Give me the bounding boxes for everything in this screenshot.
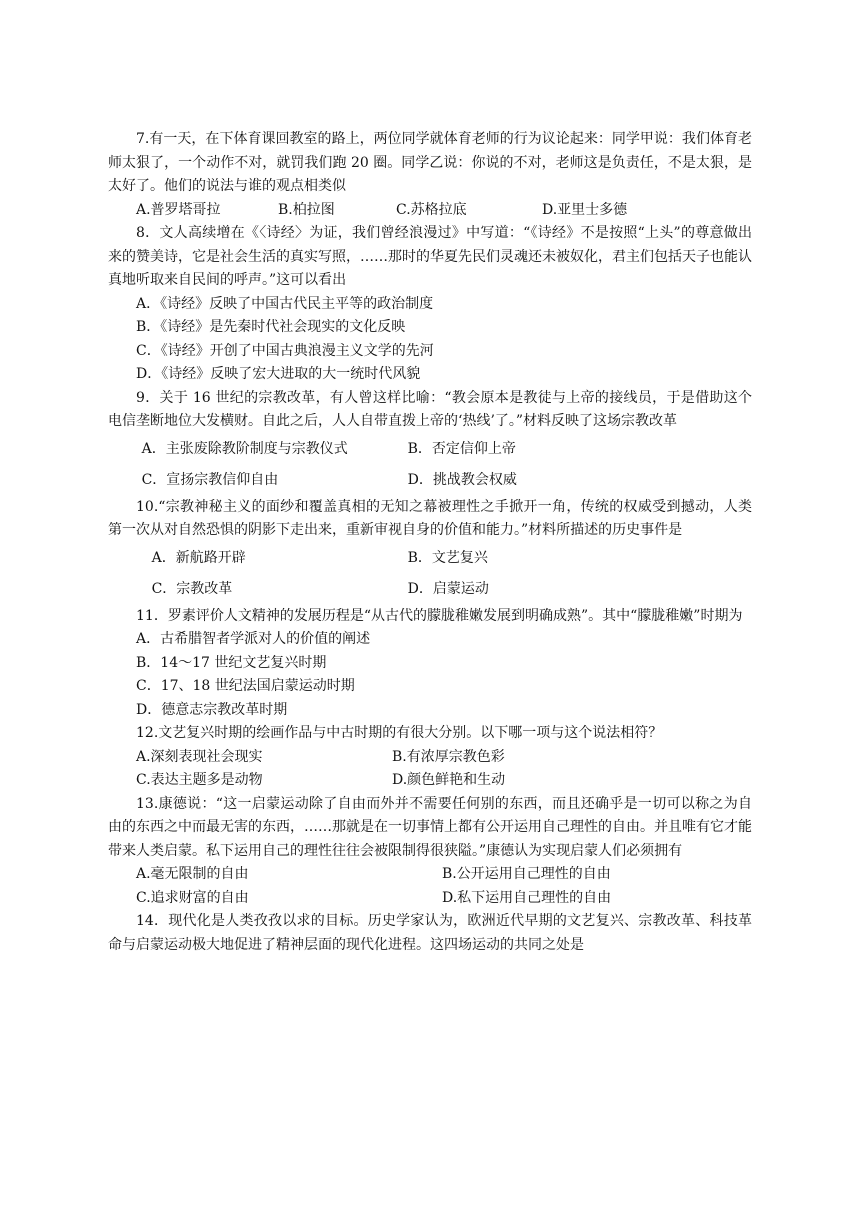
option-block	[108, 863, 752, 910]
option-c: C．宣扬宗教信仰自由	[141, 471, 279, 488]
option-block	[108, 746, 752, 793]
option-a: A．主张废除教阶制度与宗教仪式	[141, 440, 348, 457]
option-d: D.私下运用自己理性的自由	[442, 889, 612, 906]
option-b: B.柏拉图	[278, 201, 335, 218]
option-a: A.深刻表现社会现实	[136, 748, 263, 765]
option-c: C.苏格拉底	[396, 201, 467, 218]
question-stem: 13.康德说：“这一启蒙运动除了自由而外并不需要任何别的东西，而且还确乎是一切可以称之为自由的东西之中而最无害的东西，……那就是在一切事情上都有公开运用自己理性的自由。并且唯有它才能带来人类启蒙。私下运用自己的理性往往会被限制得很狭隘。”康德认为实现启蒙人们必须拥有	[108, 795, 752, 859]
option-d: D．《诗经》反映了宏大进取的大一统时代风貌	[136, 366, 421, 382]
option-a: A．《诗经》反映了中国古代民主平等的政治制度	[136, 295, 434, 312]
option-d: D．启蒙运动	[407, 580, 489, 597]
option-b: B．《诗经》是先秦时代社会现实的文化反映	[136, 319, 406, 335]
option-c: C.追求财富的自由	[136, 889, 249, 906]
question-stem: 9．关于 16 世纪的宗教改革，有人曾这样比喻：“教会原本是教徒与上帝的接线员，于是借助这个电信垄断地位大发横财。自此之后，人人自带直拨上帝的‘热线’了。”材料反映了这场宗教改革	[108, 389, 752, 429]
option-c: C．《诗经》开创了中国古典浪漫主义文学的先河	[136, 342, 434, 359]
option-row	[108, 199, 752, 223]
question-13	[108, 793, 752, 911]
option-b: B．文艺复兴	[407, 549, 488, 566]
question-list	[108, 128, 752, 957]
option-a: A.毫无限制的自由	[136, 866, 249, 882]
option-d: D.亚里士多德	[542, 201, 628, 218]
option-b: B．否定信仰上帝	[407, 440, 516, 457]
option-c: C．宗教改革	[151, 580, 233, 597]
option-c: C．17、18 世纪法国启蒙运动时期	[136, 678, 355, 694]
option-a: A．新航路开辟	[151, 549, 246, 566]
question-stem: 7.有一天，在下体育课回教室的路上，两位同学就体育老师的行为议论起来：同学甲说：我们体育老师太狠了，一个动作不对，就罚我们跑 20 圈。同学乙说：你说的不对，老师这是负责任，不是太狠，是太好了。他们的说法与谁的观点相类似	[108, 131, 752, 194]
question-stem: 12.文艺复兴时期的绘画作品与中古时期的有很大分别。以下哪一项与这个说法相符？	[136, 725, 663, 741]
question-9	[108, 387, 752, 496]
question-stem: 8．文人高续增在《〈诗经〉为证，我们曾经浪漫过》中写道：“《诗经》不是按照“上头”的尊意做出来的赞美诗，它是社会生活的真实写照，……那时的华夏先民们灵魂还未被奴化，君主们包括天子也能认真地听取来自民间的呼声。”这可以看出	[108, 225, 752, 288]
question-stem: 10.“宗教神秘主义的面纱和覆盖真相的无知之幕被理性之手掀开一角，传统的权威受到撼动，人类第一次从对自然恐惧的阴影下走出来，重新审视自身的价值和能力。”材料所描述的历史事件是	[108, 498, 752, 538]
option-d: D.颜色鲜艳和生动	[392, 772, 506, 788]
option-d: D．挑战教会权威	[407, 471, 517, 488]
option-a: A.普罗塔哥拉	[136, 201, 221, 218]
question-11	[108, 605, 752, 723]
question-12	[108, 722, 752, 793]
option-b: B.公开运用自己理性的自由	[442, 866, 611, 882]
option-a: A．古希腊智者学派对人的价值的阐述	[136, 631, 371, 647]
question-14	[108, 910, 752, 957]
option-b: B.有浓厚宗教色彩	[392, 748, 505, 765]
question-10	[108, 496, 752, 605]
question-8	[108, 222, 752, 387]
question-stem: 14．现代化是人类孜孜以求的目标。历史学家认为，欧洲近代早期的文艺复兴、宗教改革、科技革命与启蒙运动极大地促进了精神层面的现代化进程。这四场运动的共同之处是	[108, 913, 752, 953]
option-b: B．14～17 世纪文艺复兴时期	[136, 654, 327, 671]
question-stem: 11．罗素评价人文精神的发展历程是“从古代的朦胧稚嫩发展到明确成熟”。其中“朦胧稚嫩”时期为	[136, 607, 743, 624]
option-block	[108, 543, 752, 605]
option-d: D．德意志宗教改革时期	[136, 701, 288, 718]
question-7	[108, 128, 752, 222]
option-block	[108, 434, 752, 496]
option-c: C.表达主题多是动物	[136, 772, 263, 788]
